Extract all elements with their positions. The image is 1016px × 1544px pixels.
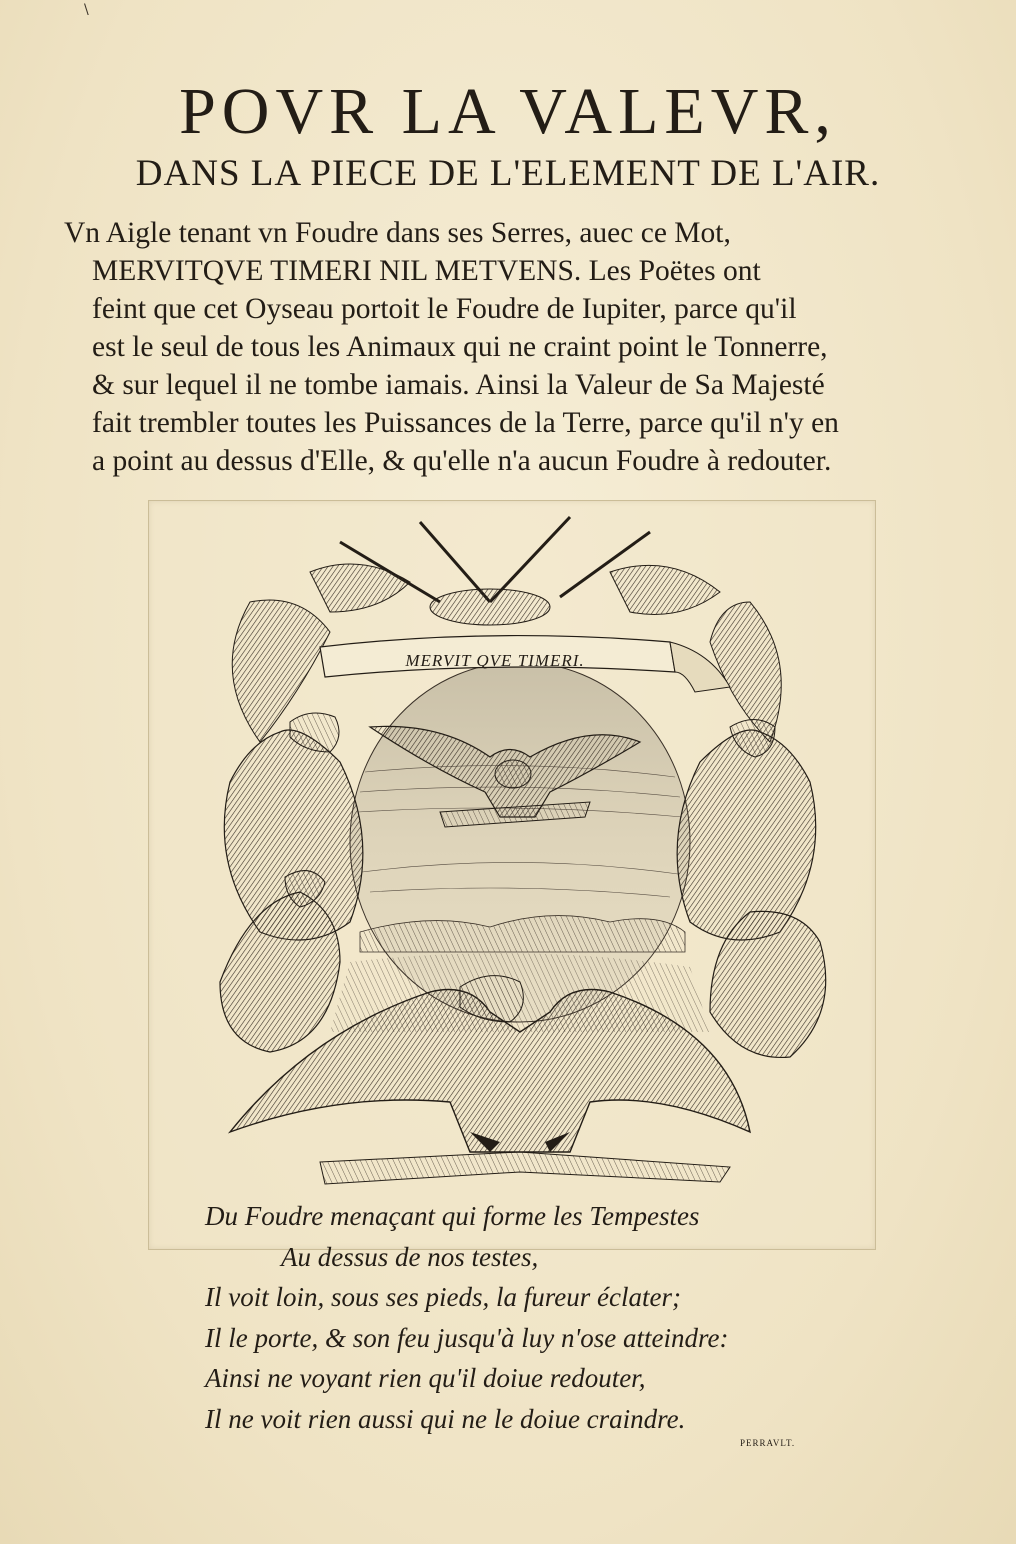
description-line: a point au dessus d'Elle, & qu'elle n'a aucun Foudre à redouter. (92, 445, 832, 477)
description-line: MERVITQVE TIMERI NIL METVENS. Les Poëtes ont (92, 255, 761, 287)
eagle-emblem-engraving-icon (190, 512, 850, 1202)
verse-line: Il ne voit rien aussi qui ne le doiue craindre. (205, 1403, 686, 1434)
verse-stanza (205, 1196, 905, 1439)
description-line: fait trembler toutes les Puissances de la Terre, parce qu'il n'y en (92, 407, 839, 439)
verse-line: Il le porte, & son feu jusqu'à luy n'ose atteindre: (205, 1322, 729, 1353)
corner-mark: \ (84, 2, 89, 18)
verse-line: Il voit loin, sous ses pieds, la fureur éclater; (205, 1282, 681, 1312)
description-line: feint que cet Oyseau portoit le Foudre de Iupiter, parce qu'il (92, 293, 797, 325)
description-line: est le seul de tous les Animaux qui ne craint point le Tonnerre, (92, 331, 828, 363)
verse-line: Au dessus de nos testes, (281, 1241, 539, 1272)
page-subtitle: DANS LA PIECE DE L'ELEMENT DE L'AIR. (135, 153, 881, 194)
verse-line: Ainsi ne voyant rien qu'il doiue redouter, (205, 1363, 646, 1393)
page-title: POVR LA VALEVR, (179, 75, 837, 148)
banner-motto: MERVIT QVE TIMERI. (405, 651, 585, 670)
description-line: & sur lequel il ne tombe iamais. Ainsi la Valeur de Sa Majesté (92, 369, 825, 401)
author-signature: PERRAVLT. (740, 1438, 796, 1448)
verse-line: Du Foudre menaçant qui forme les Tempestes (205, 1201, 700, 1231)
description-paragraph (64, 214, 934, 480)
description-line: Vn Aigle tenant vn Foudre dans ses Serres, auec ce Mot, (64, 217, 731, 249)
